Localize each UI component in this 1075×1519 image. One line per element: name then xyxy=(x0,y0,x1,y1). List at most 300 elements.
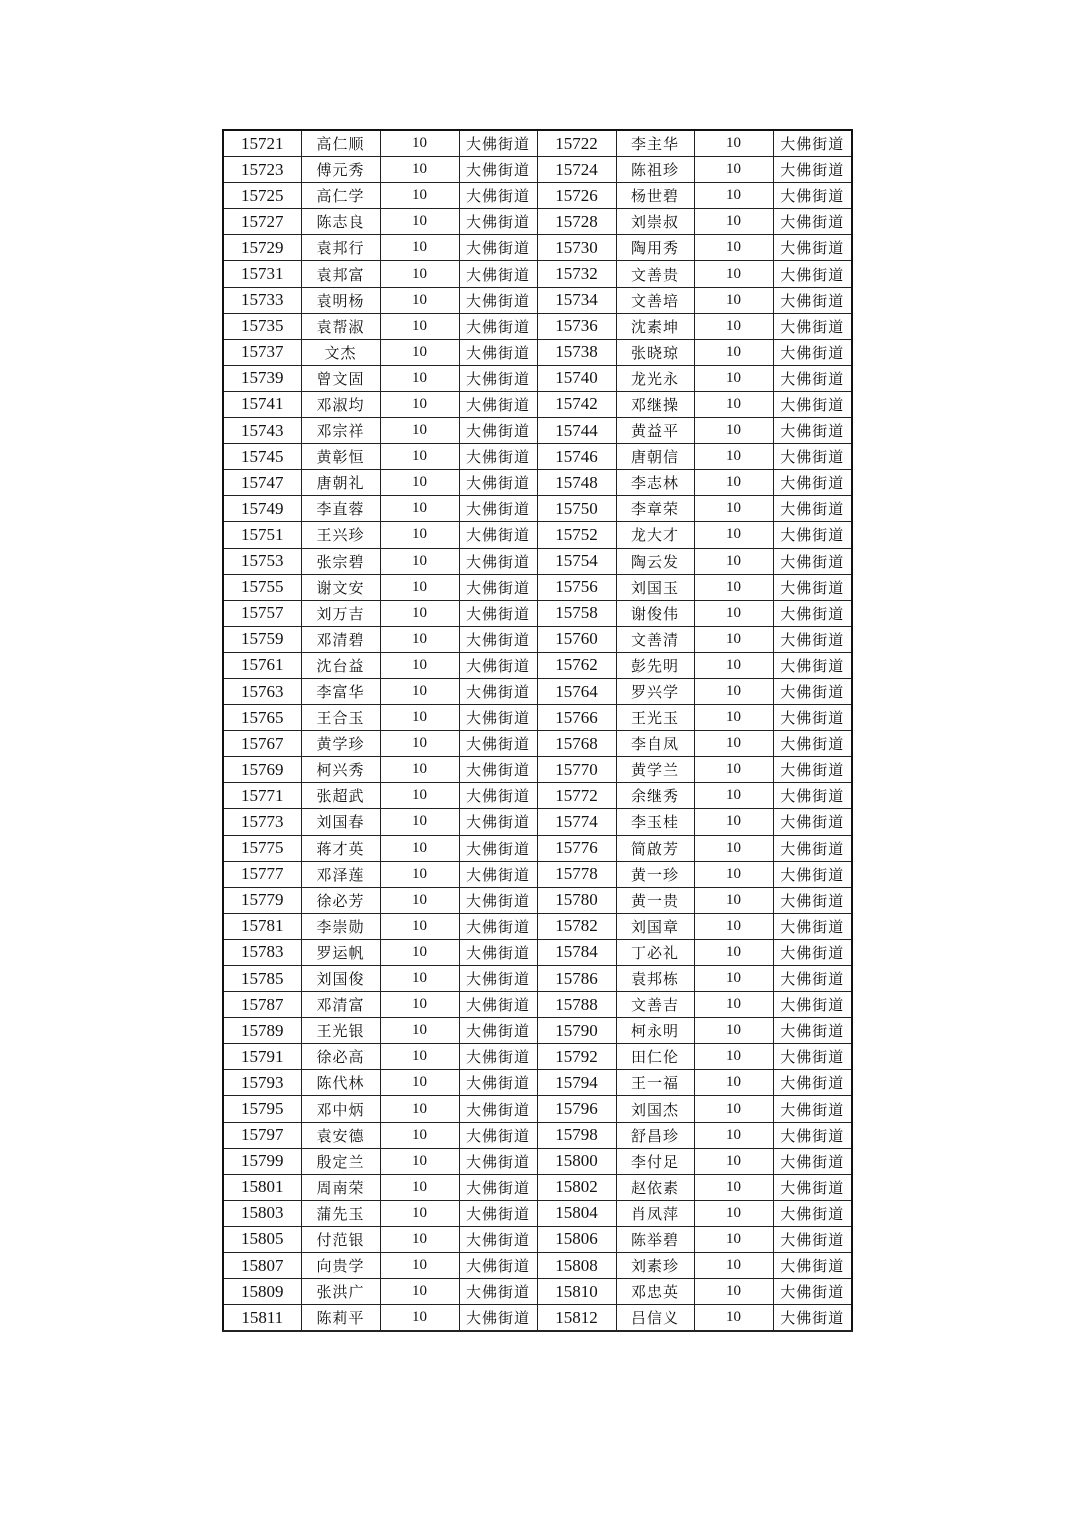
record-id-cell: 15738 xyxy=(537,339,616,365)
amount-cell: 10 xyxy=(380,887,459,913)
person-name-cell: 邓忠英 xyxy=(616,1279,694,1305)
table-row xyxy=(223,365,852,391)
table-row xyxy=(223,1070,852,1096)
record-id-cell: 15803 xyxy=(223,1200,301,1226)
location-cell: 大佛街道 xyxy=(459,809,537,835)
table-row xyxy=(223,418,852,444)
amount-cell: 10 xyxy=(694,496,773,522)
person-name-cell: 陈志良 xyxy=(301,209,380,235)
table-row xyxy=(223,992,852,1018)
record-id-cell: 15776 xyxy=(537,835,616,861)
amount-cell: 10 xyxy=(380,966,459,992)
location-cell: 大佛街道 xyxy=(773,809,852,835)
location-cell: 大佛街道 xyxy=(773,130,852,157)
location-cell: 大佛街道 xyxy=(773,835,852,861)
record-id-cell: 15744 xyxy=(537,418,616,444)
person-name-cell: 文善贵 xyxy=(616,261,694,287)
amount-cell: 10 xyxy=(380,1200,459,1226)
location-cell: 大佛街道 xyxy=(459,1226,537,1252)
record-id-cell: 15763 xyxy=(223,678,301,704)
record-id-cell: 15746 xyxy=(537,444,616,470)
location-cell: 大佛街道 xyxy=(459,1253,537,1279)
record-id-cell: 15797 xyxy=(223,1122,301,1148)
person-name-cell: 王光银 xyxy=(301,1018,380,1044)
amount-cell: 10 xyxy=(380,1122,459,1148)
amount-cell: 10 xyxy=(694,235,773,261)
record-id-cell: 15796 xyxy=(537,1096,616,1122)
record-id-cell: 15799 xyxy=(223,1148,301,1174)
location-cell: 大佛街道 xyxy=(459,1200,537,1226)
location-cell: 大佛街道 xyxy=(459,391,537,417)
amount-cell: 10 xyxy=(380,861,459,887)
record-id-cell: 15725 xyxy=(223,183,301,209)
record-id-cell: 15784 xyxy=(537,939,616,965)
person-name-cell: 袁帮淑 xyxy=(301,313,380,339)
table-row xyxy=(223,391,852,417)
amount-cell: 10 xyxy=(694,966,773,992)
record-id-cell: 15792 xyxy=(537,1044,616,1070)
amount-cell: 10 xyxy=(694,574,773,600)
record-id-cell: 15729 xyxy=(223,235,301,261)
person-name-cell: 邓中炳 xyxy=(301,1096,380,1122)
amount-cell: 10 xyxy=(694,1305,773,1332)
amount-cell: 10 xyxy=(694,1122,773,1148)
person-name-cell: 余继秀 xyxy=(616,783,694,809)
table-row xyxy=(223,313,852,339)
record-id-cell: 15779 xyxy=(223,887,301,913)
location-cell: 大佛街道 xyxy=(459,1044,537,1070)
person-name-cell: 高仁学 xyxy=(301,183,380,209)
record-id-cell: 15745 xyxy=(223,444,301,470)
table-row xyxy=(223,1148,852,1174)
location-cell: 大佛街道 xyxy=(459,1148,537,1174)
person-name-cell: 谢文安 xyxy=(301,574,380,600)
location-cell: 大佛街道 xyxy=(459,887,537,913)
person-name-cell: 刘国章 xyxy=(616,913,694,939)
table-row xyxy=(223,183,852,209)
record-id-cell: 15739 xyxy=(223,365,301,391)
person-name-cell: 殷定兰 xyxy=(301,1148,380,1174)
table-row xyxy=(223,1226,852,1252)
record-id-cell: 15804 xyxy=(537,1200,616,1226)
location-cell: 大佛街道 xyxy=(459,731,537,757)
record-id-cell: 15774 xyxy=(537,809,616,835)
person-name-cell: 王光玉 xyxy=(616,705,694,731)
amount-cell: 10 xyxy=(694,939,773,965)
person-name-cell: 张晓琼 xyxy=(616,339,694,365)
person-name-cell: 陈举碧 xyxy=(616,1226,694,1252)
record-id-cell: 15766 xyxy=(537,705,616,731)
record-id-cell: 15810 xyxy=(537,1279,616,1305)
record-id-cell: 15787 xyxy=(223,992,301,1018)
amount-cell: 10 xyxy=(694,809,773,835)
person-name-cell: 谢俊伟 xyxy=(616,600,694,626)
amount-cell: 10 xyxy=(694,1200,773,1226)
location-cell: 大佛街道 xyxy=(773,678,852,704)
location-cell: 大佛街道 xyxy=(773,1174,852,1200)
amount-cell: 10 xyxy=(694,705,773,731)
table-row xyxy=(223,470,852,496)
location-cell: 大佛街道 xyxy=(773,783,852,809)
location-cell: 大佛街道 xyxy=(459,444,537,470)
record-id-cell: 15788 xyxy=(537,992,616,1018)
location-cell: 大佛街道 xyxy=(459,365,537,391)
person-name-cell: 陈莉平 xyxy=(301,1305,380,1332)
location-cell: 大佛街道 xyxy=(459,1070,537,1096)
record-id-cell: 15758 xyxy=(537,600,616,626)
table-row xyxy=(223,913,852,939)
amount-cell: 10 xyxy=(380,522,459,548)
location-cell: 大佛街道 xyxy=(773,731,852,757)
amount-cell: 10 xyxy=(380,731,459,757)
table-row xyxy=(223,1279,852,1305)
table-row xyxy=(223,1122,852,1148)
record-id-cell: 15798 xyxy=(537,1122,616,1148)
location-cell: 大佛街道 xyxy=(459,1279,537,1305)
record-id-cell: 15724 xyxy=(537,157,616,183)
person-name-cell: 邓淑均 xyxy=(301,391,380,417)
amount-cell: 10 xyxy=(380,418,459,444)
record-id-cell: 15782 xyxy=(537,913,616,939)
table-row xyxy=(223,939,852,965)
table-row xyxy=(223,1253,852,1279)
location-cell: 大佛街道 xyxy=(773,705,852,731)
record-id-cell: 15730 xyxy=(537,235,616,261)
location-cell: 大佛街道 xyxy=(459,313,537,339)
person-name-cell: 陈代林 xyxy=(301,1070,380,1096)
record-id-cell: 15801 xyxy=(223,1174,301,1200)
location-cell: 大佛街道 xyxy=(773,313,852,339)
person-name-cell: 赵依素 xyxy=(616,1174,694,1200)
amount-cell: 10 xyxy=(694,183,773,209)
record-id-cell: 15790 xyxy=(537,1018,616,1044)
record-id-cell: 15735 xyxy=(223,313,301,339)
record-id-cell: 15742 xyxy=(537,391,616,417)
table-row xyxy=(223,1096,852,1122)
record-id-cell: 15809 xyxy=(223,1279,301,1305)
amount-cell: 10 xyxy=(694,1148,773,1174)
amount-cell: 10 xyxy=(694,626,773,652)
location-cell: 大佛街道 xyxy=(773,1279,852,1305)
person-name-cell: 王合玉 xyxy=(301,705,380,731)
location-cell: 大佛街道 xyxy=(459,913,537,939)
person-name-cell: 简啟芳 xyxy=(616,835,694,861)
location-cell: 大佛街道 xyxy=(459,626,537,652)
amount-cell: 10 xyxy=(380,209,459,235)
person-name-cell: 刘国杰 xyxy=(616,1096,694,1122)
person-name-cell: 李直蓉 xyxy=(301,496,380,522)
person-name-cell: 曾文固 xyxy=(301,365,380,391)
location-cell: 大佛街道 xyxy=(773,992,852,1018)
location-cell: 大佛街道 xyxy=(773,1305,852,1332)
amount-cell: 10 xyxy=(380,313,459,339)
location-cell: 大佛街道 xyxy=(773,209,852,235)
amount-cell: 10 xyxy=(380,470,459,496)
amount-cell: 10 xyxy=(380,626,459,652)
location-cell: 大佛街道 xyxy=(459,130,537,157)
amount-cell: 10 xyxy=(694,418,773,444)
record-id-cell: 15755 xyxy=(223,574,301,600)
person-name-cell: 杨世碧 xyxy=(616,183,694,209)
location-cell: 大佛街道 xyxy=(773,1226,852,1252)
record-id-cell: 15800 xyxy=(537,1148,616,1174)
record-id-cell: 15754 xyxy=(537,548,616,574)
amount-cell: 10 xyxy=(380,1253,459,1279)
record-id-cell: 15757 xyxy=(223,600,301,626)
amount-cell: 10 xyxy=(380,1226,459,1252)
location-cell: 大佛街道 xyxy=(773,652,852,678)
record-id-cell: 15747 xyxy=(223,470,301,496)
record-id-cell: 15733 xyxy=(223,287,301,313)
person-name-cell: 邓泽莲 xyxy=(301,861,380,887)
person-name-cell: 刘国春 xyxy=(301,809,380,835)
location-cell: 大佛街道 xyxy=(459,287,537,313)
person-name-cell: 黄彰恒 xyxy=(301,444,380,470)
person-name-cell: 向贵学 xyxy=(301,1253,380,1279)
record-id-cell: 15727 xyxy=(223,209,301,235)
table-row xyxy=(223,757,852,783)
record-id-cell: 15743 xyxy=(223,418,301,444)
person-name-cell: 吕信义 xyxy=(616,1305,694,1332)
amount-cell: 10 xyxy=(380,157,459,183)
record-id-cell: 15731 xyxy=(223,261,301,287)
person-name-cell: 张宗碧 xyxy=(301,548,380,574)
person-name-cell: 刘国俊 xyxy=(301,966,380,992)
record-id-cell: 15753 xyxy=(223,548,301,574)
record-id-cell: 15728 xyxy=(537,209,616,235)
location-cell: 大佛街道 xyxy=(773,1096,852,1122)
location-cell: 大佛街道 xyxy=(773,939,852,965)
person-name-cell: 李富华 xyxy=(301,678,380,704)
location-cell: 大佛街道 xyxy=(459,183,537,209)
amount-cell: 10 xyxy=(380,1044,459,1070)
table-row xyxy=(223,1044,852,1070)
amount-cell: 10 xyxy=(380,1148,459,1174)
person-name-cell: 邓继操 xyxy=(616,391,694,417)
person-name-cell: 柯永明 xyxy=(616,1018,694,1044)
amount-cell: 10 xyxy=(694,209,773,235)
person-name-cell: 龙大才 xyxy=(616,522,694,548)
person-name-cell: 文善清 xyxy=(616,626,694,652)
table-row xyxy=(223,835,852,861)
person-name-cell: 邓清富 xyxy=(301,992,380,1018)
person-name-cell: 周南荣 xyxy=(301,1174,380,1200)
location-cell: 大佛街道 xyxy=(459,339,537,365)
person-name-cell: 王一福 xyxy=(616,1070,694,1096)
location-cell: 大佛街道 xyxy=(773,157,852,183)
table-row xyxy=(223,783,852,809)
person-name-cell: 龙光永 xyxy=(616,365,694,391)
record-id-cell: 15772 xyxy=(537,783,616,809)
amount-cell: 10 xyxy=(380,783,459,809)
location-cell: 大佛街道 xyxy=(459,1174,537,1200)
location-cell: 大佛街道 xyxy=(459,235,537,261)
person-name-cell: 袁明杨 xyxy=(301,287,380,313)
location-cell: 大佛街道 xyxy=(459,783,537,809)
record-id-cell: 15811 xyxy=(223,1305,301,1332)
location-cell: 大佛街道 xyxy=(773,1070,852,1096)
table-row xyxy=(223,1018,852,1044)
location-cell: 大佛街道 xyxy=(459,939,537,965)
location-cell: 大佛街道 xyxy=(773,183,852,209)
table-row xyxy=(223,861,852,887)
amount-cell: 10 xyxy=(694,1279,773,1305)
location-cell: 大佛街道 xyxy=(459,1122,537,1148)
person-name-cell: 陶云发 xyxy=(616,548,694,574)
table-row xyxy=(223,339,852,365)
location-cell: 大佛街道 xyxy=(773,496,852,522)
person-name-cell: 邓清碧 xyxy=(301,626,380,652)
amount-cell: 10 xyxy=(380,548,459,574)
amount-cell: 10 xyxy=(380,444,459,470)
amount-cell: 10 xyxy=(380,1096,459,1122)
amount-cell: 10 xyxy=(694,861,773,887)
location-cell: 大佛街道 xyxy=(773,913,852,939)
location-cell: 大佛街道 xyxy=(459,1305,537,1332)
table-row xyxy=(223,574,852,600)
location-cell: 大佛街道 xyxy=(459,1018,537,1044)
amount-cell: 10 xyxy=(380,235,459,261)
amount-cell: 10 xyxy=(694,339,773,365)
person-name-cell: 袁邦行 xyxy=(301,235,380,261)
location-cell: 大佛街道 xyxy=(459,418,537,444)
amount-cell: 10 xyxy=(380,678,459,704)
location-cell: 大佛街道 xyxy=(459,522,537,548)
location-cell: 大佛街道 xyxy=(773,339,852,365)
person-name-cell: 文杰 xyxy=(301,339,380,365)
amount-cell: 10 xyxy=(694,548,773,574)
person-name-cell: 陈祖珍 xyxy=(616,157,694,183)
amount-cell: 10 xyxy=(380,1279,459,1305)
location-cell: 大佛街道 xyxy=(773,444,852,470)
amount-cell: 10 xyxy=(694,600,773,626)
record-id-cell: 15741 xyxy=(223,391,301,417)
person-name-cell: 傅元秀 xyxy=(301,157,380,183)
table-row xyxy=(223,705,852,731)
table-row xyxy=(223,209,852,235)
amount-cell: 10 xyxy=(694,365,773,391)
table-row xyxy=(223,626,852,652)
location-cell: 大佛街道 xyxy=(459,992,537,1018)
amount-cell: 10 xyxy=(380,600,459,626)
table-row xyxy=(223,444,852,470)
record-id-cell: 15722 xyxy=(537,130,616,157)
person-name-cell: 沈台益 xyxy=(301,652,380,678)
person-name-cell: 张超武 xyxy=(301,783,380,809)
amount-cell: 10 xyxy=(380,757,459,783)
amount-cell: 10 xyxy=(380,130,459,157)
amount-cell: 10 xyxy=(694,652,773,678)
amount-cell: 10 xyxy=(694,731,773,757)
table-row xyxy=(223,157,852,183)
amount-cell: 10 xyxy=(694,887,773,913)
record-id-cell: 15760 xyxy=(537,626,616,652)
person-name-cell: 徐必高 xyxy=(301,1044,380,1070)
person-name-cell: 李主华 xyxy=(616,130,694,157)
table-row xyxy=(223,235,852,261)
person-name-cell: 蒲先玉 xyxy=(301,1200,380,1226)
record-id-cell: 15759 xyxy=(223,626,301,652)
amount-cell: 10 xyxy=(380,913,459,939)
amount-cell: 10 xyxy=(380,992,459,1018)
record-id-cell: 15734 xyxy=(537,287,616,313)
amount-cell: 10 xyxy=(694,1096,773,1122)
person-name-cell: 罗兴学 xyxy=(616,678,694,704)
location-cell: 大佛街道 xyxy=(773,548,852,574)
amount-cell: 10 xyxy=(694,130,773,157)
location-cell: 大佛街道 xyxy=(459,600,537,626)
amount-cell: 10 xyxy=(694,470,773,496)
person-name-cell: 丁必礼 xyxy=(616,939,694,965)
location-cell: 大佛街道 xyxy=(773,757,852,783)
amount-cell: 10 xyxy=(380,939,459,965)
person-name-cell: 文善培 xyxy=(616,287,694,313)
person-name-cell: 舒昌珍 xyxy=(616,1122,694,1148)
location-cell: 大佛街道 xyxy=(773,391,852,417)
person-name-cell: 李玉桂 xyxy=(616,809,694,835)
amount-cell: 10 xyxy=(694,261,773,287)
person-name-cell: 沈素坤 xyxy=(616,313,694,339)
person-name-cell: 王兴珍 xyxy=(301,522,380,548)
amount-cell: 10 xyxy=(694,757,773,783)
record-id-cell: 15791 xyxy=(223,1044,301,1070)
amount-cell: 10 xyxy=(380,183,459,209)
record-id-cell: 15723 xyxy=(223,157,301,183)
record-id-cell: 15778 xyxy=(537,861,616,887)
location-cell: 大佛街道 xyxy=(459,861,537,887)
person-name-cell: 徐必芳 xyxy=(301,887,380,913)
record-id-cell: 15737 xyxy=(223,339,301,365)
record-id-cell: 15749 xyxy=(223,496,301,522)
record-id-cell: 15752 xyxy=(537,522,616,548)
record-id-cell: 15807 xyxy=(223,1253,301,1279)
location-cell: 大佛街道 xyxy=(773,1044,852,1070)
record-id-cell: 15789 xyxy=(223,1018,301,1044)
location-cell: 大佛街道 xyxy=(459,574,537,600)
person-name-cell: 蒋才英 xyxy=(301,835,380,861)
record-id-cell: 15761 xyxy=(223,652,301,678)
location-cell: 大佛街道 xyxy=(459,835,537,861)
person-name-cell: 袁邦富 xyxy=(301,261,380,287)
person-name-cell: 田仁伦 xyxy=(616,1044,694,1070)
record-id-cell: 15802 xyxy=(537,1174,616,1200)
record-id-cell: 15783 xyxy=(223,939,301,965)
table-row xyxy=(223,261,852,287)
location-cell: 大佛街道 xyxy=(773,626,852,652)
record-id-cell: 15785 xyxy=(223,966,301,992)
person-name-cell: 黄学兰 xyxy=(616,757,694,783)
location-cell: 大佛街道 xyxy=(773,966,852,992)
location-cell: 大佛街道 xyxy=(459,209,537,235)
table-row xyxy=(223,887,852,913)
location-cell: 大佛街道 xyxy=(773,1018,852,1044)
record-id-cell: 15721 xyxy=(223,130,301,157)
record-id-cell: 15780 xyxy=(537,887,616,913)
person-name-cell: 李章荣 xyxy=(616,496,694,522)
location-cell: 大佛街道 xyxy=(459,470,537,496)
roster-body xyxy=(223,130,852,1331)
record-id-cell: 15767 xyxy=(223,731,301,757)
person-name-cell: 黄学珍 xyxy=(301,731,380,757)
record-id-cell: 15771 xyxy=(223,783,301,809)
amount-cell: 10 xyxy=(694,1044,773,1070)
location-cell: 大佛街道 xyxy=(773,1253,852,1279)
record-id-cell: 15770 xyxy=(537,757,616,783)
person-name-cell: 李自凤 xyxy=(616,731,694,757)
amount-cell: 10 xyxy=(694,157,773,183)
person-name-cell: 黄益平 xyxy=(616,418,694,444)
amount-cell: 10 xyxy=(694,1018,773,1044)
